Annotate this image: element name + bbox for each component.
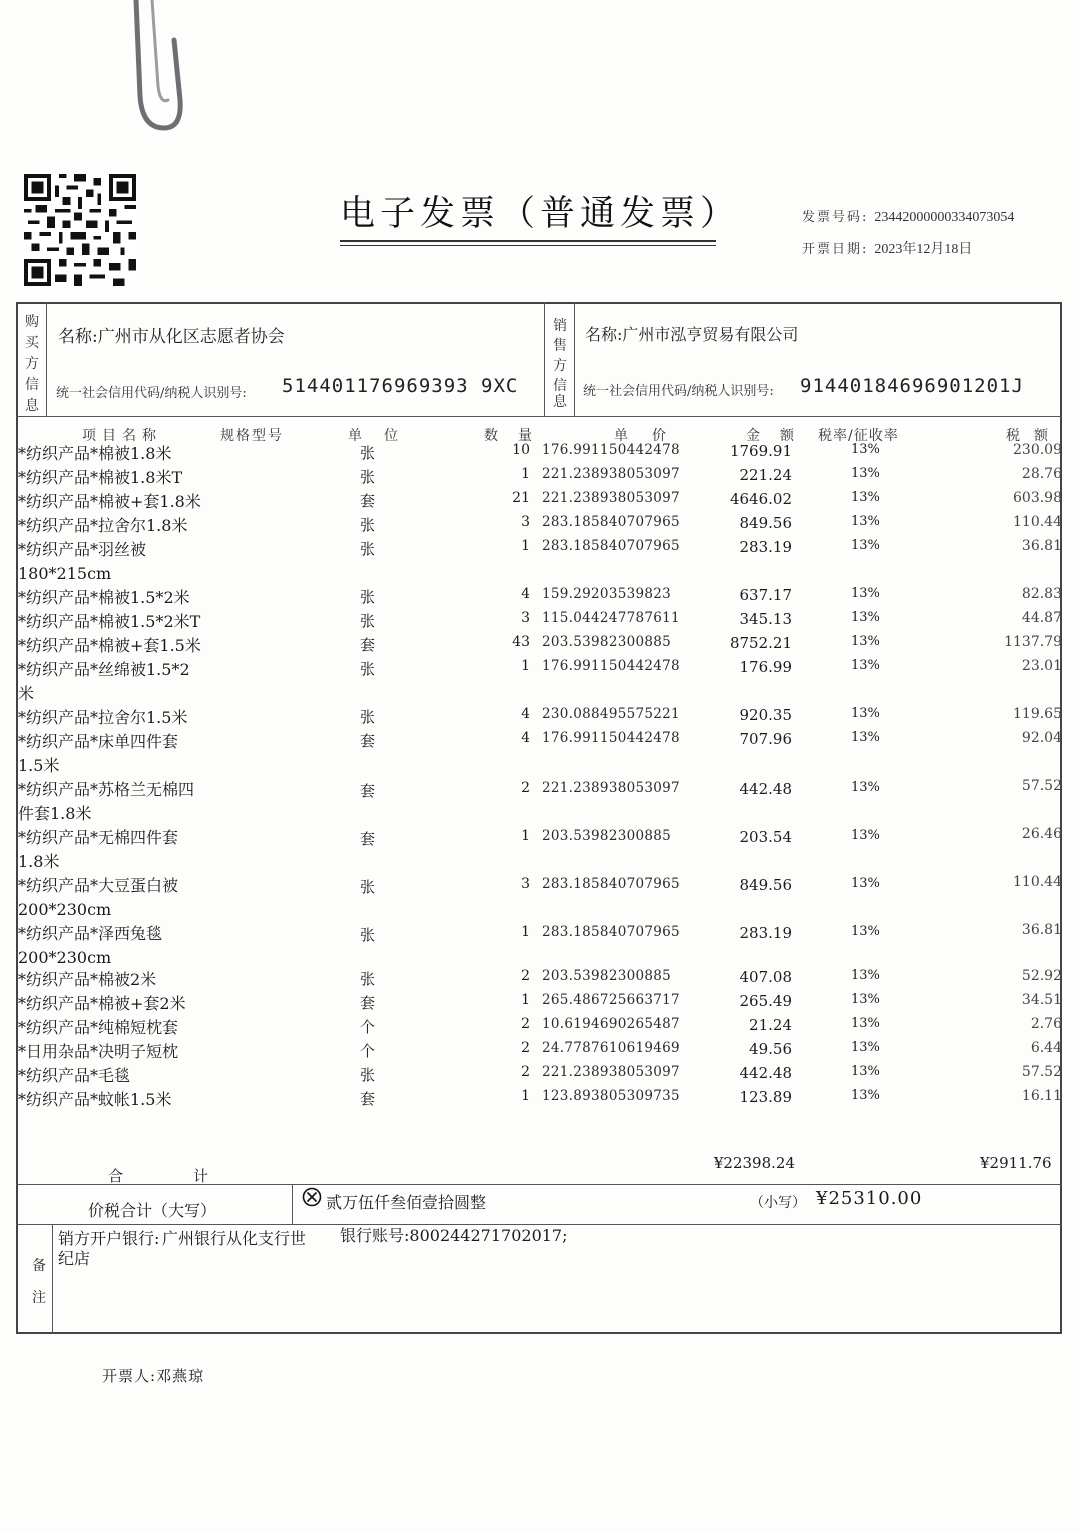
item-rate: 13%: [851, 924, 880, 939]
item-name: *日用杂品*决明子短枕: [18, 1042, 179, 1061]
item-amount: 407.08: [739, 968, 792, 986]
item-price: 221.238938053097: [542, 780, 680, 796]
item-name: *纺织产品*棉被2米: [18, 970, 157, 989]
item-qty: 2: [521, 780, 530, 796]
item-price: 221.238938053097: [542, 1064, 680, 1080]
item-amount: 203.54: [739, 828, 792, 846]
item-qty: 3: [521, 610, 530, 626]
item-qty: 1: [521, 1088, 530, 1104]
item-price: 176.991150442478: [542, 442, 680, 458]
col-header-tax: 税额: [1006, 428, 1062, 444]
capital-total-label: 价税合计（大写）: [88, 1201, 217, 1220]
table-row: [0, 922, 1080, 970]
item-qty: 4: [521, 586, 530, 602]
side-char: 信: [25, 377, 39, 393]
item-name: *纺织产品*羽丝被180*215cm: [18, 540, 147, 583]
item-name: *纺织产品*棉被1.5*2米T: [18, 612, 201, 631]
notes-divider: [16, 1224, 1062, 1225]
buyer-label-divider: [46, 302, 47, 416]
item-rate: 13%: [851, 876, 880, 891]
item-rate: 13%: [851, 466, 880, 481]
item-unit: 套: [360, 830, 376, 848]
item-amount: 345.13: [739, 610, 792, 628]
bank-account: [340, 1226, 568, 1246]
issuer-name: 邓燕琼: [156, 1367, 205, 1385]
item-rate: 13%: [851, 610, 880, 625]
item-amount: 442.48: [739, 780, 792, 798]
item-tax: 57.52: [1021, 778, 1062, 794]
notes-side-char: 备: [32, 1258, 46, 1274]
item-qty: 4: [521, 706, 530, 722]
item-amount: 49.56: [749, 1040, 792, 1058]
item-tax: 28.76: [1021, 466, 1062, 482]
item-price: 176.991150442478: [542, 658, 680, 674]
side-char: 信: [553, 378, 567, 394]
item-price: 283.185840707965: [542, 538, 680, 554]
item-price: 176.991150442478: [542, 730, 680, 746]
item-unit: 张: [360, 540, 376, 558]
item-unit: 套: [360, 732, 376, 750]
item-tax: 110.44: [1013, 874, 1062, 890]
item-qty: 4: [521, 730, 530, 746]
item-price: 203.53982300885: [542, 634, 672, 650]
item-unit: 张: [360, 708, 376, 726]
item-amount: 920.35: [739, 706, 792, 724]
item-name: *纺织产品*棉被1.8米: [18, 444, 172, 463]
item-name: *纺织产品*拉舍尔1.8米: [18, 516, 188, 535]
item-name: *纺织产品*泽西兔毯200*230cm: [18, 924, 163, 967]
item-rate: 13%: [851, 706, 880, 721]
item-name: *纺织产品*大豆蛋白被200*230cm: [18, 876, 179, 919]
buyer-tax-id: 514401176969393 9XC: [282, 375, 519, 397]
item-tax: 82.83: [1021, 586, 1062, 602]
side-char: 息: [553, 394, 567, 410]
circled-x-icon: [302, 1187, 322, 1207]
title-underline: [340, 240, 716, 242]
bank-account-value: 800244271702017;: [409, 1226, 568, 1245]
item-tax: 52.92: [1021, 968, 1062, 984]
total-amount: ¥22398.24: [713, 1154, 795, 1172]
item-price: 221.238938053097: [542, 466, 680, 482]
item-unit: 套: [360, 492, 376, 510]
item-tax: 92.04: [1021, 730, 1062, 746]
item-amount: 21.24: [749, 1016, 792, 1034]
buyer-name: [58, 322, 285, 347]
item-tax: 1137.79: [1004, 634, 1062, 650]
item-price: 203.53982300885: [542, 968, 672, 984]
table-row: [0, 1088, 1080, 1136]
item-amount: 265.49: [739, 992, 792, 1010]
item-name: *纺织产品*棉被+套1.8米: [18, 492, 201, 511]
col-header-rate: 税率/征收率: [818, 428, 899, 444]
item-name: *纺织产品*毛毯: [18, 1066, 131, 1085]
item-unit: 张: [360, 612, 376, 630]
side-char: 购: [25, 314, 39, 330]
party-mid-divider: [544, 302, 545, 416]
small-total-label: （小写）: [750, 1195, 806, 1211]
item-name: *纺织产品*床单四件套1.5米: [18, 732, 179, 775]
item-unit: 张: [360, 588, 376, 606]
item-name: *纺织产品*拉舍尔1.5米: [18, 708, 188, 727]
invoice-date-value: 2023年12月18日: [874, 242, 973, 257]
item-name: *纺织产品*棉被1.8米T: [18, 468, 183, 487]
item-qty: 2: [521, 1064, 530, 1080]
item-rate: 13%: [851, 442, 880, 457]
col-header-name: 项目名称: [82, 428, 162, 444]
item-qty: 43: [512, 634, 530, 650]
col-header-spec: 规格型号: [220, 428, 284, 444]
item-qty: 1: [521, 924, 530, 940]
paperclip-icon: [122, 0, 188, 135]
item-rate: 13%: [851, 968, 880, 983]
notes-side-char: 注: [32, 1290, 46, 1306]
item-amount: 1769.91: [729, 442, 792, 460]
item-price: 283.185840707965: [542, 514, 680, 530]
invoice-number: [802, 206, 1014, 226]
item-qty: 3: [521, 514, 530, 530]
buyer-name-label: 名称:: [58, 327, 98, 347]
item-amount: 221.24: [739, 466, 792, 484]
item-unit: 张: [360, 878, 376, 896]
buyer-tax-label: 统一社会信用代码/纳税人识别号:: [56, 386, 247, 401]
item-tax: 230.09: [1013, 442, 1062, 458]
item-rate: 13%: [851, 586, 880, 601]
item-qty: 1: [521, 466, 530, 482]
item-tax: 16.11: [1021, 1088, 1062, 1104]
item-qty: 1: [521, 538, 530, 554]
item-price: 159.29203539823: [542, 586, 672, 602]
item-tax: 44.87: [1021, 610, 1062, 626]
seller-name-label: 名称:: [585, 325, 623, 344]
issuer-label: 开票人:: [102, 1367, 157, 1385]
item-amount: 849.56: [739, 876, 792, 894]
col-header-unit: 单位: [348, 428, 420, 444]
capital-divider: [292, 1184, 293, 1224]
item-rate: 13%: [851, 1064, 880, 1079]
invoice-number-value: 23442000000334073054: [874, 210, 1015, 225]
item-unit: 张: [360, 660, 376, 678]
item-unit: 套: [360, 994, 376, 1012]
item-qty: 3: [521, 876, 530, 892]
item-unit: 张: [360, 516, 376, 534]
item-rate: 13%: [851, 1088, 880, 1103]
invoice-date-label: 开票日期:: [802, 242, 869, 257]
item-rate: 13%: [851, 1016, 880, 1031]
invoice-title: 电子发票（普通发票）: [340, 194, 741, 234]
item-rate: 13%: [851, 828, 880, 843]
item-rate: 13%: [851, 634, 880, 649]
item-price: 115.044247787611: [542, 610, 680, 626]
item-amount: 849.56: [739, 514, 792, 532]
item-unit: 套: [360, 782, 376, 800]
item-price: 203.53982300885: [542, 828, 672, 844]
item-price: 221.238938053097: [542, 490, 680, 506]
item-amount: 8752.21: [729, 634, 792, 652]
item-tax: 57.52: [1021, 1064, 1062, 1080]
item-unit: 张: [360, 444, 376, 462]
item-amount: 707.96: [739, 730, 792, 748]
item-amount: 283.19: [739, 924, 792, 942]
item-tax: 34.51: [1021, 992, 1062, 1008]
table-row: [0, 874, 1080, 922]
table-row: [0, 730, 1080, 778]
item-qty: 1: [521, 992, 530, 1008]
item-tax: 36.81: [1021, 922, 1062, 938]
item-price: 123.893805309735: [542, 1088, 680, 1104]
seller-name: [585, 322, 798, 345]
item-tax: 110.44: [1013, 514, 1062, 530]
col-header-amount: 金额: [746, 428, 814, 444]
item-unit: 张: [360, 926, 376, 944]
item-amount: 637.17: [739, 586, 792, 604]
seller-tax-label: 统一社会信用代码/纳税人识别号:: [583, 384, 774, 399]
item-tax: 603.98: [1013, 490, 1062, 506]
side-char: 息: [25, 398, 39, 414]
item-tax: 36.81: [1021, 538, 1062, 554]
item-rate: 13%: [851, 490, 880, 505]
item-qty: 10: [512, 442, 530, 458]
seller-bank-name: 广州银行从化支行世纪店: [58, 1229, 307, 1268]
item-price: 230.088495575221: [542, 706, 680, 722]
item-rate: 13%: [851, 992, 880, 1007]
item-price: 24.7787610619469: [542, 1040, 680, 1056]
total-tax: ¥2911.76: [980, 1154, 1052, 1172]
buyer-name-value: 广州市从化区志愿者协会: [97, 327, 285, 347]
item-qty: 2: [521, 1016, 530, 1032]
item-qty: 2: [521, 1040, 530, 1056]
seller-tax-id: 91440184696901201J: [800, 375, 1024, 397]
item-qty: 2: [521, 968, 530, 984]
item-tax: 26.46: [1021, 826, 1062, 842]
small-total-value: ¥25310.00: [816, 1188, 923, 1209]
item-rate: 13%: [851, 780, 880, 795]
table-row: [0, 658, 1080, 706]
item-name: *纺织产品*苏格兰无棉四件套1.8米: [18, 780, 195, 823]
side-char: 售: [553, 338, 567, 354]
total-label: 合计: [108, 1167, 279, 1185]
qr-code-icon: [24, 174, 136, 286]
table-row: [0, 826, 1080, 874]
item-name: *纺织产品*棉被+套1.5米: [18, 636, 201, 655]
item-amount: 442.48: [739, 1064, 792, 1082]
item-tax: 2.76: [1030, 1016, 1062, 1032]
item-name: *纺织产品*蚊帐1.5米: [18, 1090, 172, 1109]
invoice-date: [802, 238, 972, 258]
item-price: 283.185840707965: [542, 876, 680, 892]
item-name: *纺织产品*纯棉短枕套: [18, 1018, 179, 1037]
notes-label-divider: [52, 1224, 53, 1334]
item-name: *纺织产品*丝绵被1.5*2米: [18, 660, 190, 703]
item-price: 265.486725663717: [542, 992, 680, 1008]
item-price: 10.6194690265487: [542, 1016, 680, 1032]
item-rate: 13%: [851, 658, 880, 673]
bank-account-label: 银行账号:: [340, 1226, 410, 1245]
item-unit: 张: [360, 468, 376, 486]
item-unit: 张: [360, 970, 376, 988]
capital-total-value: 贰万伍仟叁佰壹拾圆整: [326, 1193, 487, 1212]
side-char: 买: [25, 335, 39, 351]
item-rate: 13%: [851, 514, 880, 529]
item-name: *纺织产品*棉被1.5*2米: [18, 588, 190, 607]
item-unit: 张: [360, 1066, 376, 1084]
item-tax: 23.01: [1021, 658, 1062, 674]
seller-bank-label: 销方开户银行:: [58, 1229, 160, 1248]
item-amount: 176.99: [739, 658, 792, 676]
item-unit: 套: [360, 1090, 376, 1108]
seller-label-divider: [574, 302, 575, 416]
title-underline: [340, 245, 716, 246]
item-unit: 个: [360, 1018, 376, 1036]
item-qty: 1: [521, 658, 530, 674]
col-header-price: 单价: [614, 428, 690, 444]
side-char: 销: [553, 318, 567, 334]
item-name: *纺织产品*棉被+套2米: [18, 994, 186, 1013]
item-rate: 13%: [851, 1040, 880, 1055]
item-rate: 13%: [851, 538, 880, 553]
seller-name-value: 广州市泓亨贸易有限公司: [622, 325, 799, 344]
col-header-qty: 数量: [484, 428, 552, 444]
side-char: 方: [553, 358, 567, 374]
item-qty: 1: [521, 828, 530, 844]
item-unit: 套: [360, 636, 376, 654]
item-tax: 119.65: [1013, 706, 1062, 722]
item-rate: 13%: [851, 730, 880, 745]
item-unit: 个: [360, 1042, 376, 1060]
item-qty: 21: [512, 490, 530, 506]
item-amount: 4646.02: [729, 490, 792, 508]
side-char: 方: [25, 356, 39, 372]
table-row: [0, 778, 1080, 826]
issuer: [102, 1365, 204, 1386]
party-divider: [16, 416, 1062, 417]
table-row: [0, 538, 1080, 586]
item-amount: 123.89: [739, 1088, 792, 1106]
invoice-number-label: 发票号码:: [802, 210, 869, 225]
item-amount: 283.19: [739, 538, 792, 556]
item-tax: 6.44: [1030, 1040, 1062, 1056]
item-name: *纺织产品*无棉四件套1.8米: [18, 828, 179, 871]
item-price: 283.185840707965: [542, 924, 680, 940]
